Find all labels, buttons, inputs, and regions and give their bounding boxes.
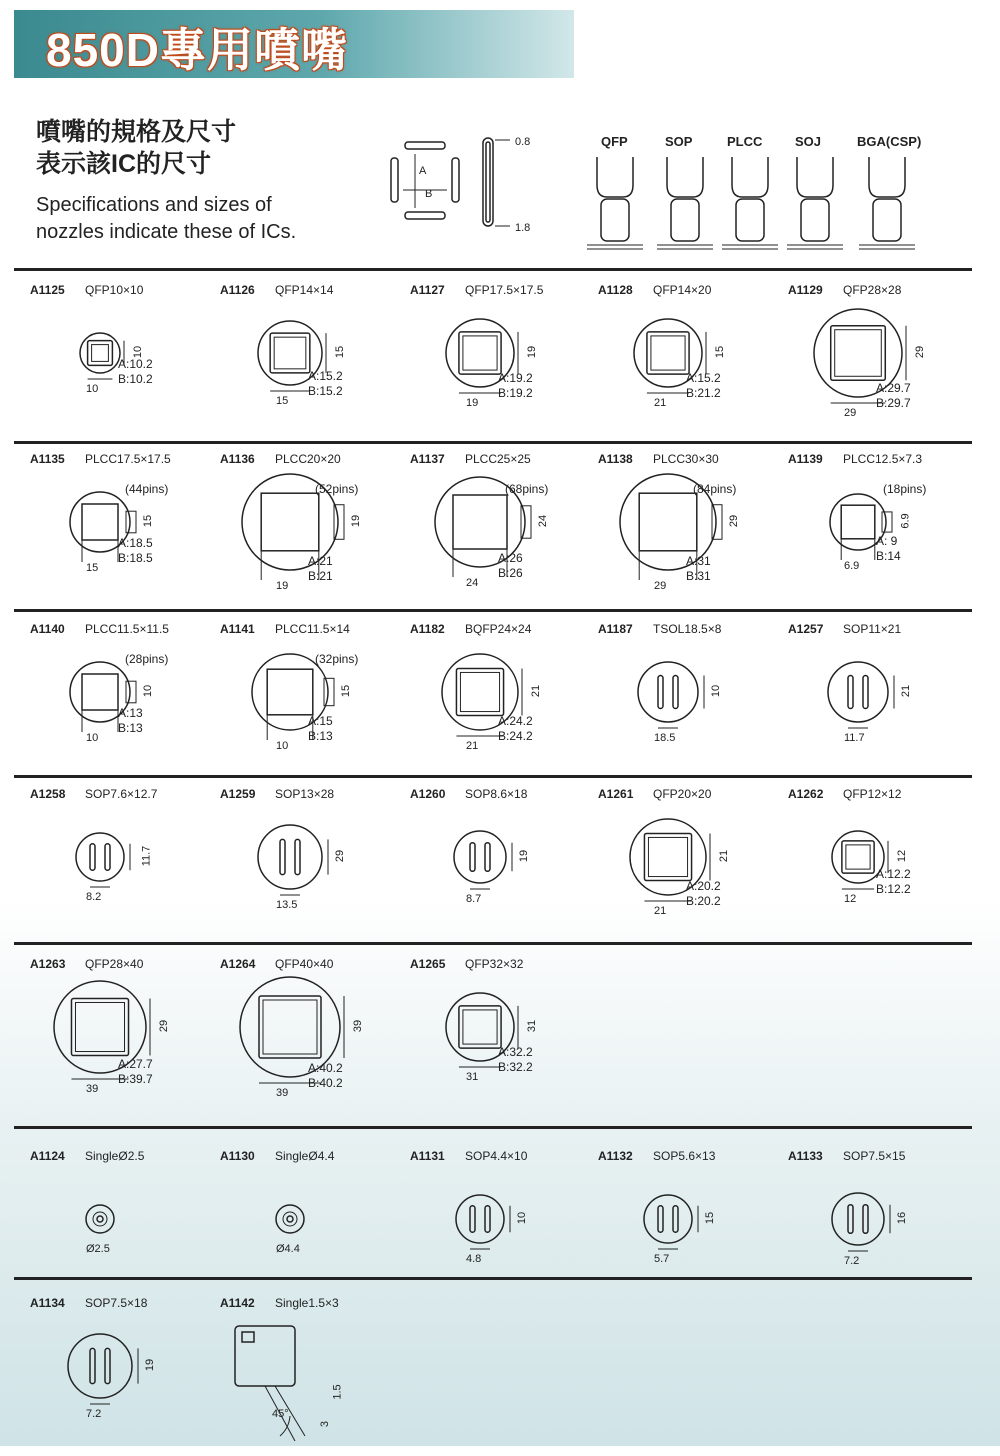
dim-vertical: 19 <box>518 849 531 863</box>
dim-b: B:19.2 <box>498 386 533 400</box>
nozzle-drawing <box>598 632 798 782</box>
ab-label-b: B <box>425 188 433 200</box>
ab-dim-top: 0.8 <box>515 136 531 148</box>
angle-label: 45° <box>272 1408 289 1420</box>
pin-count: (44pins) <box>125 482 169 496</box>
nozzle-drawing <box>30 1159 230 1289</box>
nozzle-spec: SingleØ4.4 <box>275 1149 335 1163</box>
nozzle-spec: QFP17.5×17.5 <box>465 283 544 297</box>
nozzle-spec: PLCC30×30 <box>653 452 719 466</box>
nozzle-spec: QFP14×20 <box>653 283 712 297</box>
nozzle-drawing <box>30 967 230 1127</box>
dim-b: B:29.7 <box>876 396 911 410</box>
spec-heading-en: Specifications and sizes of nozzles indicate these of ICs. <box>36 194 297 243</box>
dim-vertical: 29 <box>334 849 347 863</box>
pin-count: (52pins) <box>315 482 359 496</box>
dim-vertical: 15 <box>340 684 353 698</box>
nozzle-spec: SOP8.6×18 <box>465 787 528 801</box>
dim-horizontal: 8.2 <box>86 891 102 903</box>
dim-a: A:31 <box>686 554 711 568</box>
dim-vertical: 10 <box>142 684 155 698</box>
dim-horizontal: 29 <box>844 407 857 419</box>
nozzle-code: A1125 <box>30 283 65 297</box>
dim-a: A:26 <box>498 551 523 565</box>
nozzle-spec: SOP13×28 <box>275 787 335 801</box>
dim-1: 1.5 <box>331 1384 344 1400</box>
nozzle-drawing <box>220 797 420 947</box>
dim-a: A:15 <box>308 714 333 728</box>
nozzle-spec: SOP5.6×13 <box>653 1149 716 1163</box>
ab-label-a: A <box>419 165 427 177</box>
nozzle-drawing <box>30 797 230 947</box>
nozzle-type-icons <box>585 155 935 255</box>
dim-b: B:24.2 <box>498 729 533 743</box>
dim-vertical: 21 <box>530 684 543 698</box>
dim-vertical: 39 <box>352 1019 365 1033</box>
dim-horizontal: 11.7 <box>844 732 865 744</box>
nozzle-code: A1137 <box>410 452 445 466</box>
nozzle-code: A1142 <box>220 1296 255 1310</box>
dim-horizontal: 10 <box>86 383 99 395</box>
ab-dimensions <box>308 714 333 744</box>
type-label-soj: SOJ <box>795 134 822 149</box>
dim-horizontal: 24 <box>466 577 479 589</box>
nozzle-drawing <box>598 797 798 947</box>
nozzle-spec: BQFP24×24 <box>465 622 532 636</box>
dim-b: B:21.2 <box>686 386 721 400</box>
ab-dimensions <box>118 1057 153 1087</box>
nozzle-code: A1132 <box>598 1149 633 1163</box>
nozzle-code: A1265 <box>410 957 446 971</box>
pin-count: (84pins) <box>693 482 737 496</box>
nozzle-code: A1131 <box>410 1149 445 1163</box>
pin-count: (68pins) <box>505 482 549 496</box>
dim-a: A:13 <box>118 706 143 720</box>
nozzle-spec: SOP4.4×10 <box>465 1149 528 1163</box>
dim-a: A:40.2 <box>308 1061 343 1075</box>
nozzle-spec: TSOL18.5×8 <box>653 622 722 636</box>
nozzle-code: A1133 <box>788 1149 823 1163</box>
dim-horizontal: 29 <box>654 580 667 592</box>
pin-count: (32pins) <box>315 652 359 666</box>
nozzle-code: A1141 <box>220 622 255 636</box>
dim-vertical: 29 <box>728 514 741 528</box>
dim-b: B:32.2 <box>498 1060 533 1074</box>
ab-dimensions <box>118 357 153 387</box>
dim-b: B:12.2 <box>876 882 911 896</box>
dim-b: B:10.2 <box>118 372 153 386</box>
dim-horizontal: 6.9 <box>844 560 860 572</box>
nozzle-drawing <box>410 293 610 443</box>
dim-a: A:12.2 <box>876 867 911 881</box>
nozzle-code: A1130 <box>220 1149 255 1163</box>
dim-horizontal: 12 <box>844 893 857 905</box>
nozzle-drawing <box>788 1159 988 1289</box>
nozzle-spec: SingleØ2.5 <box>85 1149 145 1163</box>
dim-vertical: 12 <box>896 849 909 863</box>
nozzle-code: A1139 <box>788 452 823 466</box>
dim-horizontal: 21 <box>654 905 667 917</box>
dim-b: B:39.7 <box>118 1072 153 1086</box>
dim-horizontal: 13.5 <box>276 899 298 911</box>
dim-a: A:18.5 <box>118 536 153 550</box>
nozzle-drawing <box>220 293 420 443</box>
pin-count: (18pins) <box>883 482 927 496</box>
dim-horizontal: 8.7 <box>466 893 482 905</box>
dim-b: B:20.2 <box>686 894 721 908</box>
dim-vertical: 19 <box>144 1358 157 1372</box>
nozzle-code: A1182 <box>410 622 445 636</box>
dim-horizontal: 39 <box>276 1087 289 1099</box>
dim-horizontal: 19 <box>276 580 289 592</box>
ab-dimensions <box>118 536 153 566</box>
dim-b: B:21 <box>308 569 333 583</box>
dim-vertical: 15 <box>142 514 155 528</box>
nozzle-drawing <box>410 797 610 947</box>
nozzle-code: A1260 <box>410 787 446 801</box>
dim-b: B:40.2 <box>308 1076 343 1090</box>
dim-a: A:27.7 <box>118 1057 153 1071</box>
nozzle-code: A1135 <box>30 452 65 466</box>
nozzle-drawing <box>598 1159 798 1289</box>
nozzle-spec: SOP7.5×15 <box>843 1149 906 1163</box>
nozzle-drawing <box>410 1159 610 1289</box>
nozzle-code: A1263 <box>30 957 66 971</box>
dim-vertical: 29 <box>158 1019 171 1033</box>
nozzle-spec: QFP12×12 <box>843 787 902 801</box>
dim-horizontal: 19 <box>466 397 479 409</box>
dim-horizontal: 31 <box>466 1071 479 1083</box>
nozzle-spec: PLCC12.5×7.3 <box>843 452 923 466</box>
nozzle-drawing <box>220 462 420 612</box>
nozzle-drawing <box>598 462 798 612</box>
dim-horizontal: 15 <box>86 562 99 574</box>
ab-dimensions <box>308 554 333 584</box>
nozzle-spec: QFP10×10 <box>85 283 144 297</box>
dim-vertical: 21 <box>900 684 913 698</box>
dim-b: B:18.5 <box>118 551 153 565</box>
nozzle-drawing <box>410 632 610 782</box>
ab-dimensions <box>876 381 911 411</box>
nozzle-spec: QFP20×20 <box>653 787 712 801</box>
dim-vertical: 24 <box>537 514 550 528</box>
nozzle-code: A1140 <box>30 622 65 636</box>
dim-vertical: 31 <box>526 1019 539 1033</box>
nozzle-code: A1262 <box>788 787 824 801</box>
nozzle-code: A1128 <box>598 283 633 297</box>
dim-horizontal: 15 <box>276 395 289 407</box>
nozzle-code: A1136 <box>220 452 255 466</box>
dim-vertical: 19 <box>350 514 363 528</box>
nozzle-code: A1129 <box>788 283 823 297</box>
dim-vertical: 19 <box>526 345 539 359</box>
nozzle-drawing <box>220 632 420 782</box>
nozzle-code: A1261 <box>598 787 634 801</box>
ab-dimensions <box>876 867 911 897</box>
nozzle-spec: SOP11×21 <box>843 622 902 636</box>
nozzle-spec: QFP40×40 <box>275 957 334 971</box>
dim-a: A:15.2 <box>308 369 343 383</box>
nozzle-drawing <box>788 632 988 782</box>
nozzle-spec: PLCC11.5×11.5 <box>85 622 169 636</box>
dim-horizontal: Ø4.4 <box>276 1243 300 1255</box>
dim-a: A:10.2 <box>118 357 153 371</box>
dim-horizontal: 10 <box>276 740 289 752</box>
nozzle-spec: QFP28×28 <box>843 283 902 297</box>
dim-a: A:21 <box>308 554 333 568</box>
nozzle-spec: QFP28×40 <box>85 957 144 971</box>
type-label-qfp: QFP <box>601 134 628 149</box>
dim-a: A:32.2 <box>498 1045 533 1059</box>
dim-a: A:24.2 <box>498 714 533 728</box>
ab-dimensions <box>686 879 721 909</box>
dim-a: A:29.7 <box>876 381 911 395</box>
ab-dimensions <box>498 551 523 581</box>
nozzle-drawing <box>220 967 420 1127</box>
dim-vertical: 15 <box>704 1211 717 1225</box>
nozzle-spec: QFP14×14 <box>275 283 334 297</box>
dim-horizontal: 21 <box>466 740 479 752</box>
type-label-sop: SOP <box>665 134 693 149</box>
nozzle-code: A1187 <box>598 622 633 636</box>
dim-vertical: 10 <box>516 1211 529 1225</box>
nozzle-code: A1257 <box>788 622 824 636</box>
nozzle-spec: PLCC20×20 <box>275 452 341 466</box>
dim-a: A:19.2 <box>498 371 533 385</box>
dim-a: A: 9 <box>876 534 898 548</box>
ab-dimensions <box>118 706 143 736</box>
ab-dim-bottom: 1.8 <box>515 222 531 234</box>
nozzle-code: A1134 <box>30 1296 65 1310</box>
dim-b: B:14 <box>876 549 901 563</box>
section-rule <box>14 268 972 271</box>
nozzle-spec: SOP7.6×12.7 <box>85 787 158 801</box>
nozzle-code: A1127 <box>410 283 445 297</box>
ab-dimensions <box>308 1061 343 1091</box>
nozzle-spec: PLCC11.5×14 <box>275 622 350 636</box>
ab-dimensions <box>876 534 901 564</box>
nozzle-spec: PLCC25×25 <box>465 452 531 466</box>
nozzle-code: A1124 <box>30 1149 65 1163</box>
type-label-plcc: PLCC <box>727 134 763 149</box>
dim-vertical: 6.9 <box>899 513 912 529</box>
dim-vertical: 15 <box>334 345 347 359</box>
nozzle-drawing <box>220 1306 420 1456</box>
type-label-bga: BGA(CSP) <box>857 134 922 149</box>
nozzle-spec: PLCC17.5×17.5 <box>85 452 171 466</box>
dim-b: B:26 <box>498 566 523 580</box>
nozzle-drawing <box>598 293 798 443</box>
dim-horizontal: 39 <box>86 1083 99 1095</box>
nozzle-code: A1258 <box>30 787 66 801</box>
nozzle-code: A1264 <box>220 957 256 971</box>
page-title: 850D專用噴嘴 <box>46 24 348 76</box>
dim-a: A:15.2 <box>686 371 721 385</box>
dim-b: B:13 <box>118 721 143 735</box>
nozzle-spec: QFP32×32 <box>465 957 524 971</box>
ab-dimensions <box>686 554 711 584</box>
nozzle-drawing <box>30 1306 230 1456</box>
ab-dimensions <box>498 371 533 401</box>
nozzle-code: A1259 <box>220 787 256 801</box>
dim-b: B:13 <box>308 729 333 743</box>
dim-horizontal: 10 <box>86 732 99 744</box>
pin-count: (28pins) <box>125 652 169 666</box>
nozzle-code: A1126 <box>220 283 255 297</box>
dim-vertical: 11.7 <box>140 845 153 867</box>
spec-heading-cn: 噴嘴的規格及尺寸 表示該IC的尺寸 <box>36 118 237 178</box>
ab-dimensions <box>308 369 343 399</box>
dim-horizontal: 7.2 <box>844 1255 860 1267</box>
nozzle-drawing <box>788 293 988 443</box>
dim-horizontal: 4.8 <box>466 1253 482 1265</box>
dim-vertical: 16 <box>896 1211 909 1225</box>
dim-vertical: 29 <box>914 345 927 359</box>
dim-horizontal: 5.7 <box>654 1253 670 1265</box>
dim-b: B:31 <box>686 569 711 583</box>
dim-horizontal: Ø2.5 <box>86 1243 110 1255</box>
dim-a: A:20.2 <box>686 879 721 893</box>
ab-dimensions <box>498 714 533 744</box>
nozzle-spec: SOP7.5×18 <box>85 1296 148 1310</box>
dim-2: 3 <box>319 1420 332 1428</box>
ab-dimensions <box>686 371 721 401</box>
dim-b: B:15.2 <box>308 384 343 398</box>
dim-vertical: 10 <box>710 684 723 698</box>
dim-horizontal: 18.5 <box>654 732 676 744</box>
ab-dimensions <box>498 1045 533 1075</box>
nozzle-code: A1138 <box>598 452 633 466</box>
dim-vertical: 15 <box>714 345 727 359</box>
ab-diagram <box>385 130 535 240</box>
nozzle-drawing <box>410 462 610 612</box>
nozzle-drawing <box>220 1159 420 1289</box>
dim-vertical: 10 <box>132 345 145 359</box>
dim-horizontal: 7.2 <box>86 1408 102 1420</box>
nozzle-spec: Single1.5×3 <box>275 1296 339 1310</box>
dim-horizontal: 21 <box>654 397 667 409</box>
dim-vertical: 21 <box>718 849 731 863</box>
